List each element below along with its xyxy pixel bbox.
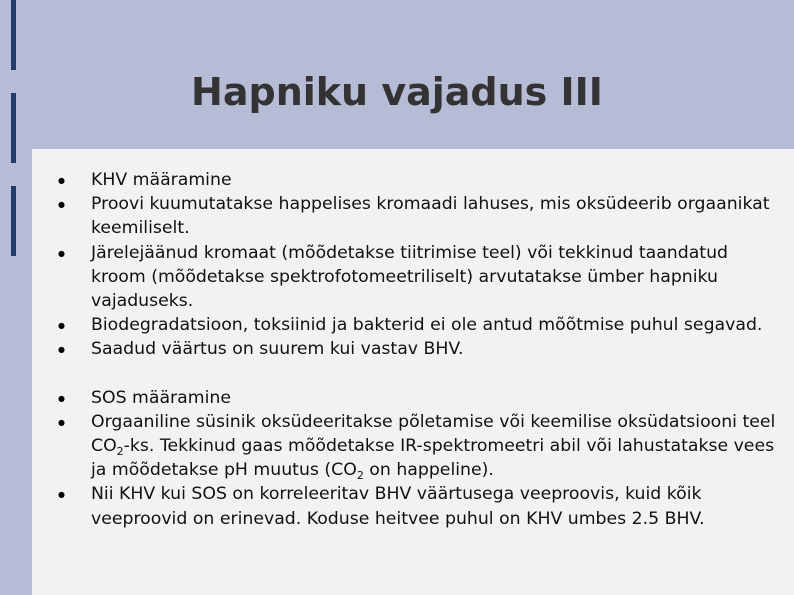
sos-method-text-3: on happeline). [363,460,494,481]
bullet-spacer [60,362,780,386]
bullet-sos-method [60,410,780,483]
bullet-khv-interference: ● Biodegradatsioon, toksiinid ja bakterid ei ole antud mõõtmise puhul segavad. [60,313,780,337]
decorative-bar-bottom [11,186,16,256]
bullet-khv-comparison: ● Saadud väärtus on suurem kui vastav BHV. [60,337,780,361]
bullet-khv-calculation: ● Järelejäänud kromaat (mõõdetakse tiitrimise teel) või tekkinud taandatud kroom (mõõdetakse spektrofotomeetriliselt) arvutatakse ümber hapniku vajaduseks. [60,241,780,314]
bullet-list [60,168,780,531]
bullet-correlation: ● Nii KHV kui SOS on korreleeritav BHV väärtusega veeproovis, kuid kõik veeproovid on erinevad. Koduse heitvee puhul on KHV umbes 2.5 BHV. [60,482,780,530]
co2-subscript-1: 2 [116,445,124,459]
co2-subscript-2: 2 [356,469,364,483]
bullet-sos-heading: ● SOS määramine [60,386,780,410]
bullet-khv-method: ● Proovi kuumutatakse happelises kromaadi lahuses, mis oksüdeerib orgaanikat keemiliselt. [60,192,780,240]
sos-method-text-2: -ks. Tekkinud gaas mõõdetakse IR-spektromeetri abil või lahustatakse vees ja mõõdetakse pH muutus (CO [91,436,775,481]
bullet-khv-heading: ● KHV määramine [60,168,780,192]
slide-title: Hapniku vajadus III [191,70,603,114]
decorative-bar-top [11,0,16,70]
sos-method-text-1: Orgaaniline süsinik oksüdeeritakse põletamise või keemilise oksüdatsiooni teel CO [91,411,776,457]
